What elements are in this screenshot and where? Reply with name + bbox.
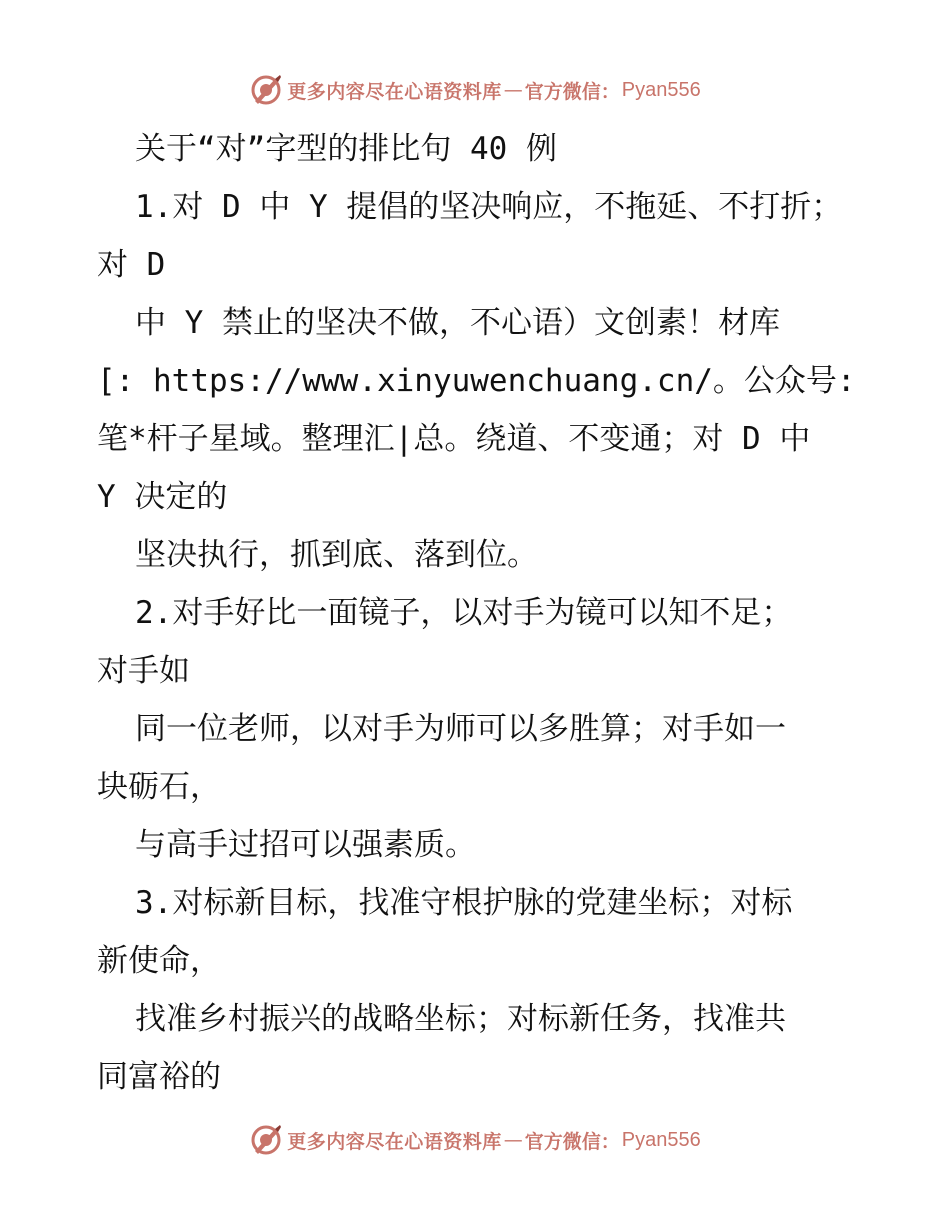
banner-wechat-label: 官方微信： <box>524 1130 620 1153</box>
document-body <box>97 120 867 1106</box>
header-banner <box>0 70 950 110</box>
text-line: 与高手过招可以强素质。 <box>135 827 476 863</box>
text-line: 同富裕的 <box>97 1059 221 1095</box>
text-line: 3.对标新目标，找准守根护脉的党建坐标；对标 <box>135 885 793 921</box>
text-line: 1.对 D 中 Y 提倡的坚决响应，不拖延、不打折； <box>135 189 843 225</box>
banner-text: 更多内容尽在心语资料库 <box>287 1130 502 1153</box>
banner-separator: — <box>503 79 523 101</box>
text-line: 同一位老师，以对手为师可以多胜算；对手如一 <box>135 711 786 747</box>
text-line: 对手如 <box>97 653 190 689</box>
banner-separator: — <box>503 1129 523 1151</box>
text-line: 中 Y 禁止的坚决不做，不心语）文创素！材库 <box>135 305 780 341</box>
text-line: 新使命， <box>97 943 221 979</box>
text-line: [: https://www.xinyuwenchuang.cn/。公众号: <box>97 363 856 399</box>
logo-icon <box>249 1123 283 1157</box>
text-line: Y 决定的 <box>97 479 228 515</box>
banner-wechat-id: Pyan556 <box>621 1128 701 1151</box>
text-line: 找准乡村振兴的战略坐标；对标新任务，找准共 <box>135 1001 786 1037</box>
text-line: 笔*杆子星域。整理汇|总。绕道、不变通；对 D 中 <box>97 421 811 457</box>
text-line: 对 D <box>97 247 166 283</box>
text-line: 坚决执行，抓到底、落到位。 <box>135 537 538 573</box>
text-line: 2.对手好比一面镜子，以对手为镜可以知不足； <box>135 595 793 631</box>
text-line: 块砺石， <box>97 769 221 805</box>
banner-text: 更多内容尽在心语资料库 <box>287 80 502 103</box>
banner-wechat-id: Pyan556 <box>621 78 701 101</box>
logo-icon <box>249 73 283 107</box>
document-title: 关于“对”字型的排比句 40 例 <box>135 131 557 167</box>
footer-banner <box>0 1120 950 1160</box>
banner-wechat-label: 官方微信： <box>524 80 620 103</box>
